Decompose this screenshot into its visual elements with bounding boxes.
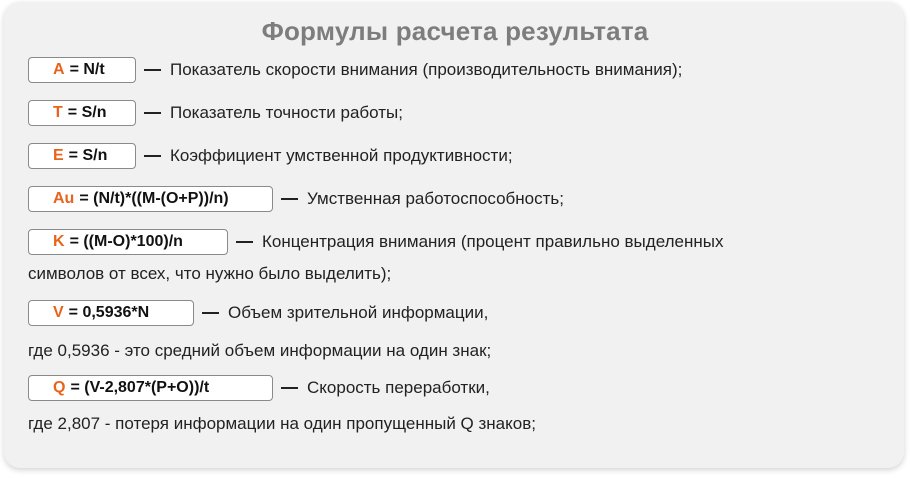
formula-variable: Q — [53, 379, 66, 396]
formula-expression: = ((M-O)*100)/n — [69, 233, 183, 250]
formula-description-continuation: символов от всех, что нужно было выделить); — [28, 264, 392, 283]
formula-row-au — [28, 186, 564, 212]
formula-variable: E — [53, 147, 64, 164]
formula-expression: = S/n — [68, 147, 108, 164]
formula-variable: A — [53, 61, 65, 78]
formula-box-q — [28, 375, 273, 401]
em-dash — [281, 198, 298, 200]
formula-box-k — [28, 229, 228, 255]
formula-variable: Au — [53, 190, 75, 207]
em-dash — [236, 241, 253, 243]
formula-row-e — [28, 143, 513, 169]
formula-box-au — [28, 186, 273, 212]
formula-description: Объем зрительной информации, — [228, 303, 489, 322]
formula-variable: K — [53, 233, 65, 250]
em-dash — [144, 69, 161, 71]
em-dash — [144, 155, 161, 157]
formula-description: Показатель скорости внимания (производительность внимания); — [170, 60, 683, 79]
formula-description: Показатель точности работы; — [170, 103, 403, 122]
formula-expression: = 0,5936*N — [68, 304, 150, 321]
em-dash — [202, 312, 219, 314]
em-dash — [144, 112, 161, 114]
page-title: Формулы расчета результата — [261, 16, 649, 46]
formula-description: Концентрация внимания (процент правильно выделенных — [262, 232, 724, 251]
formula-box-t — [28, 100, 136, 126]
formula-expression: = N/t — [69, 61, 105, 78]
em-dash — [281, 387, 298, 389]
formula-row-a — [28, 57, 682, 83]
formula-row-t — [28, 100, 403, 126]
formula-description: Коэффициент умственной продуктивности; — [170, 146, 513, 165]
formula-box-a — [28, 57, 136, 83]
formula-description: Скорость переработки, — [307, 378, 490, 397]
formula-expression: = (N/t)*((M-(O+P))/n) — [79, 190, 229, 207]
formula-row-q — [28, 375, 490, 401]
formula-box-v — [28, 300, 194, 326]
formula-variable: T — [53, 104, 63, 121]
formula-row-v — [28, 300, 488, 326]
formula-description: Умственная работоспособность; — [307, 189, 564, 208]
formula-expression: = S/n — [67, 104, 107, 121]
formula-variable: V — [53, 304, 64, 321]
formula-box-e — [28, 143, 136, 169]
formula-description-continuation: где 2,807 - потеря информации на один пропущенный Q знаков; — [28, 414, 536, 433]
formula-description-continuation: где 0,5936 - это средний объем информации на один знак; — [28, 341, 492, 360]
formula-row-k — [28, 229, 723, 255]
formula-expression: = (V-2,807*(P+O))/t — [70, 379, 210, 396]
